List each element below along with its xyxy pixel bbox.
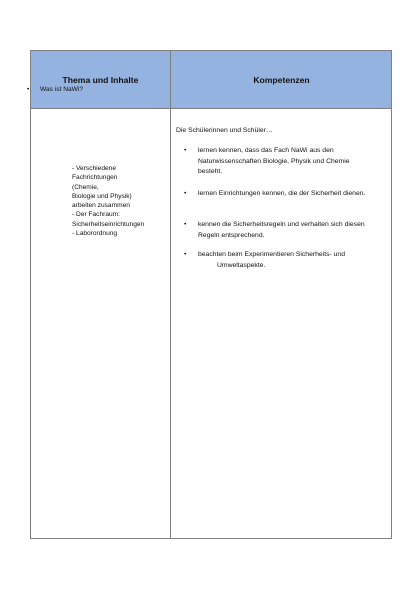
- subtopic-line: arbeiten zusammen: [72, 202, 130, 210]
- header-competencies: Kompetenzen: [253, 74, 310, 85]
- competencies-intro: Die Schülerinnen und Schüler…: [176, 127, 273, 134]
- subtopic-line: Biologie und Physik): [72, 192, 132, 200]
- competency-text: lernen kennen, dass das Fach NaWi aus den Naturwissenschaften Biologie, Physik und Chemie besteht.: [198, 147, 350, 176]
- bullet-icon: •: [184, 147, 187, 154]
- subtopic-line: Sicherheitseinrichtungen: [72, 220, 145, 228]
- table-header-row: [31, 51, 391, 109]
- bullet-icon: •: [27, 86, 30, 93]
- column-divider: [170, 51, 171, 538]
- competency-text-line: beachten beim Experimentieren Sicherheits- und: [198, 251, 345, 258]
- topic-label: Was ist NaWi?: [40, 86, 83, 93]
- competency-text-line: Umweltaspekte.: [217, 261, 266, 269]
- competency-text: [198, 250, 374, 271]
- bullet-icon: •: [184, 221, 187, 228]
- curriculum-table: [30, 50, 392, 539]
- subtopic-list: [72, 164, 145, 238]
- subtopic-line: - Der Fachraum:: [72, 211, 120, 219]
- header-topic: Thema und Inhalte: [62, 74, 139, 85]
- competency-text: lernen Einrichtungen kennen, die der Sicherheit dienen.: [198, 190, 366, 197]
- competency-text: kennen die Sicherheitsregeln und verhalten sich diesen Regeln entsprechend.: [198, 221, 365, 239]
- subtopic-line: - Verschiedene: [72, 165, 116, 172]
- subtopic-line: Fachrichtungen (Chemie,: [72, 174, 118, 191]
- bullet-icon: •: [184, 251, 187, 258]
- bullet-icon: •: [184, 190, 187, 197]
- subtopic-line: - Laborordnung: [72, 230, 118, 238]
